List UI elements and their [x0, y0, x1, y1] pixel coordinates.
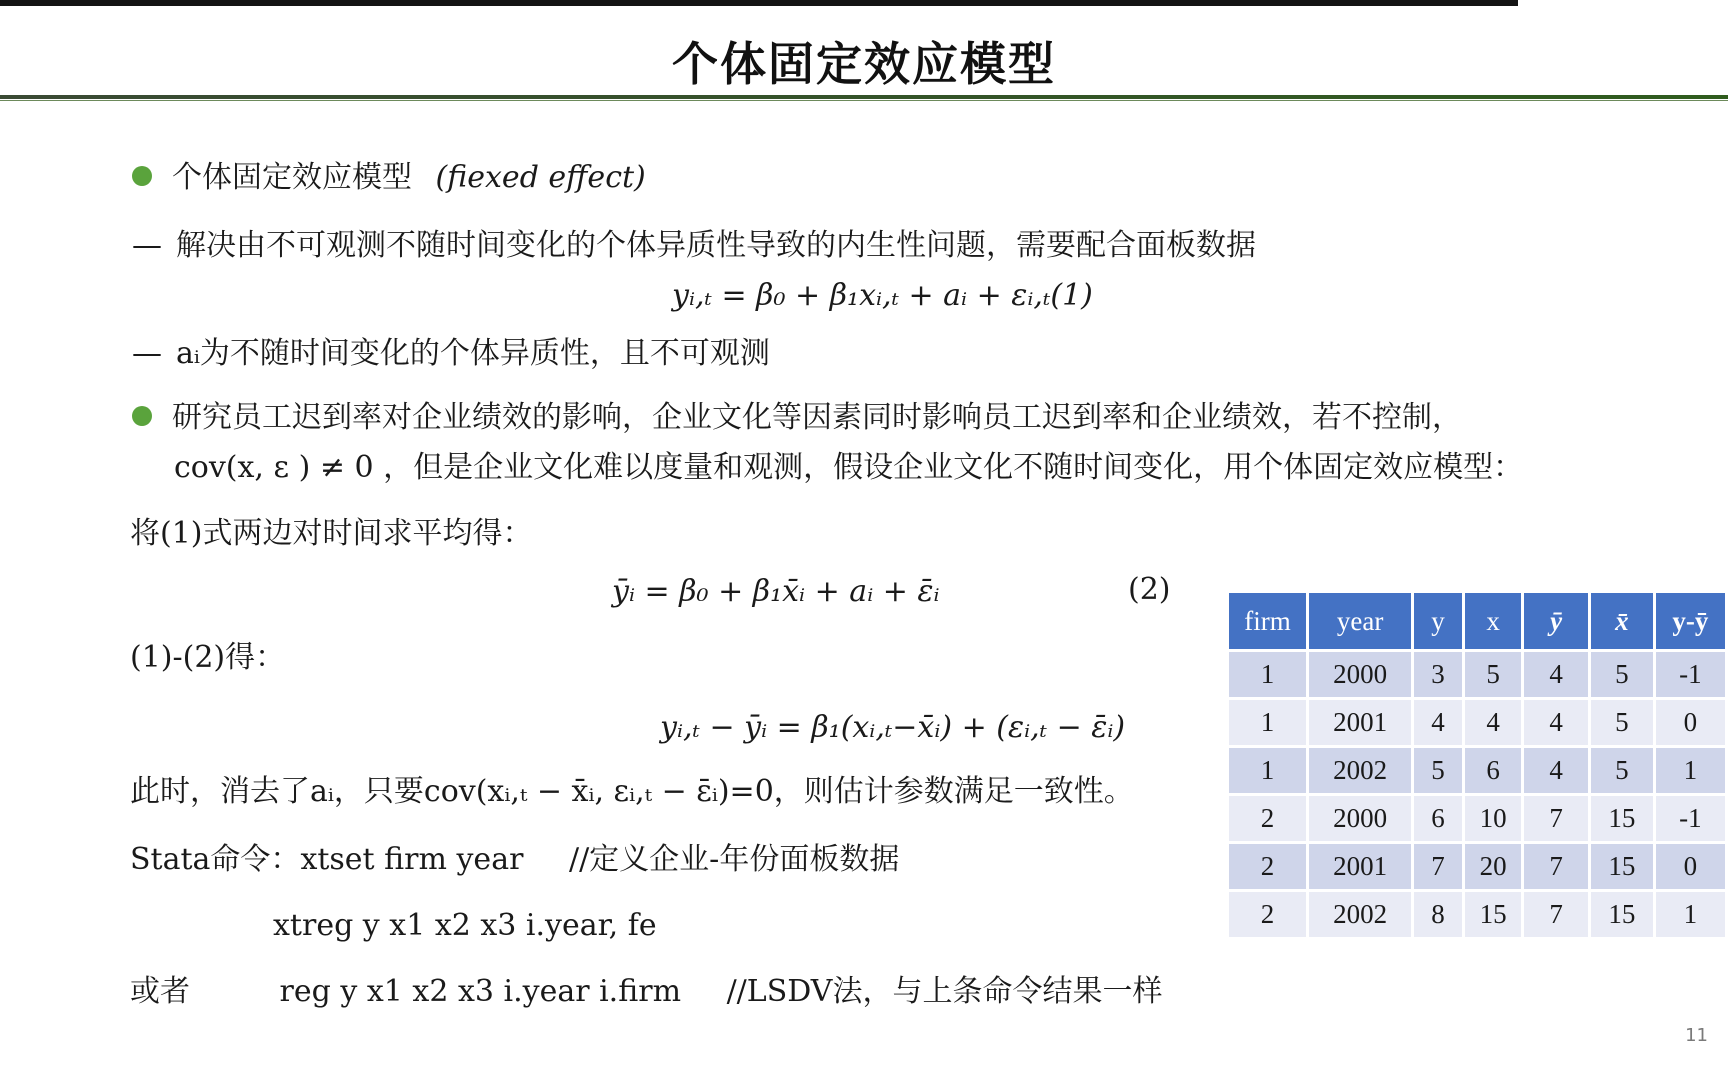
header-y: y [1414, 593, 1462, 649]
equation-2-number: (2) [1128, 572, 1171, 607]
cell-x-bar: 5 [1591, 700, 1653, 745]
bullet2-line2: cov(x, ε ) ≠ 0 ，但是企业文化难以度量和观测，假设企业文化不随时间变化，用个体固定效应模型： [174, 450, 1524, 485]
bullet-fixed-effect [132, 160, 646, 196]
cell-y: 8 [1414, 892, 1462, 937]
table-row [1229, 844, 1725, 889]
cell-x: 4 [1465, 700, 1521, 745]
cell-firm: 1 [1229, 700, 1306, 745]
header-y-minus-ybar: y-ȳ [1656, 593, 1725, 649]
panel-data-table [1226, 590, 1728, 940]
dash-icon: — [132, 228, 162, 263]
cell-firm: 1 [1229, 748, 1306, 793]
header-x: x [1465, 593, 1521, 649]
cell-firm: 2 [1229, 796, 1306, 841]
table-row [1229, 892, 1725, 937]
stata-cmd-xtset: xtset firm year [300, 842, 524, 877]
stata-comment-1: //定义企业-年份面板数据 [568, 842, 900, 877]
cell-y-bar: 7 [1524, 844, 1588, 889]
cell-y-bar: 4 [1524, 652, 1588, 697]
cell-y-minus-ybar: 0 [1656, 844, 1725, 889]
equation-2: ȳᵢ = β₀ + β₁x̄ᵢ + aᵢ + ε̄ᵢ [612, 574, 940, 609]
cell-year: 2001 [1309, 844, 1411, 889]
difference-intro: (1)-(2)得： [130, 640, 286, 675]
cell-year: 2001 [1309, 700, 1411, 745]
cell-y-minus-ybar: 1 [1656, 748, 1725, 793]
cell-x: 10 [1465, 796, 1521, 841]
table-row [1229, 652, 1725, 697]
dash1-text: 解决由不可观测不随时间变化的个体异质性导致的内生性问题，需要配合面板数据 [176, 228, 1256, 263]
cell-y-bar: 4 [1524, 700, 1588, 745]
cell-y-bar: 4 [1524, 748, 1588, 793]
dash-item-heterogeneity [132, 336, 770, 372]
cell-y-bar: 7 [1524, 892, 1588, 937]
cell-y: 7 [1414, 844, 1462, 889]
title-rule [0, 95, 1728, 99]
cell-y: 6 [1414, 796, 1462, 841]
stata-cmd-reg: reg y x1 x2 x3 i.year i.firm [279, 974, 682, 1009]
or-label: 或者 [130, 974, 190, 1009]
header-y-bar: ȳ [1524, 593, 1588, 649]
dash-item-endogeneity [132, 228, 1256, 264]
cell-y-bar: 7 [1524, 796, 1588, 841]
slide-title: 个体固定效应模型 [672, 37, 1056, 91]
table-row [1229, 796, 1725, 841]
average-intro: 将(1)式两边对时间求平均得： [130, 516, 533, 551]
cell-x: 5 [1465, 652, 1521, 697]
cell-firm: 2 [1229, 892, 1306, 937]
equation-1: yᵢ,ₜ = β₀ + β₁xᵢ,ₜ + aᵢ + εᵢ,ₜ(1) [672, 278, 1093, 313]
bullet-dot-icon [132, 166, 152, 186]
dash-icon: — [132, 336, 162, 371]
bullet1-zh: 个体固定效应模型 [172, 160, 412, 195]
bullet-dot-icon [132, 406, 152, 426]
cell-y: 4 [1414, 700, 1462, 745]
stata-comment-3: //LSDV法，与上条命令结果一样 [726, 974, 1163, 1009]
cell-y: 5 [1414, 748, 1462, 793]
cell-x-bar: 5 [1591, 748, 1653, 793]
header-firm: firm [1229, 593, 1306, 649]
title-rule-thin [0, 100, 1728, 101]
cell-x-bar: 15 [1591, 796, 1653, 841]
cell-year: 2002 [1309, 892, 1411, 937]
cell-x-bar: 15 [1591, 892, 1653, 937]
cell-year: 2002 [1309, 748, 1411, 793]
cell-y-minus-ybar: 1 [1656, 892, 1725, 937]
top-bar [0, 0, 1518, 6]
table-header-row [1229, 593, 1725, 649]
cell-y-minus-ybar: 0 [1656, 700, 1725, 745]
table-row [1229, 748, 1725, 793]
cell-x: 20 [1465, 844, 1521, 889]
cell-firm: 1 [1229, 652, 1306, 697]
bullet-example [132, 400, 1462, 436]
page-number: 11 [1685, 1025, 1708, 1046]
bullet2-line1: 研究员工迟到率对企业绩效的影响，企业文化等因素同时影响员工迟到率和企业绩效，若不控制， [172, 400, 1462, 435]
table-row [1229, 700, 1725, 745]
cell-y: 3 [1414, 652, 1462, 697]
panel-data-table-container [1226, 590, 1728, 946]
stata-line-3 [130, 974, 1162, 1010]
cell-x: 15 [1465, 892, 1521, 937]
cell-year: 2000 [1309, 796, 1411, 841]
cell-y-minus-ybar: -1 [1656, 652, 1725, 697]
cell-y-minus-ybar: -1 [1656, 796, 1725, 841]
header-year: year [1309, 593, 1411, 649]
equation-3: yᵢ,ₜ − ȳᵢ = β₁(xᵢ,ₜ−x̄ᵢ) + (εᵢ,ₜ − ε̄ᵢ) [660, 710, 1126, 745]
cell-x: 6 [1465, 748, 1521, 793]
cell-year: 2000 [1309, 652, 1411, 697]
cell-firm: 2 [1229, 844, 1306, 889]
bullet1-en: (fiexed effect) [435, 160, 646, 195]
consistency-note: 此时，消去了aᵢ，只要cov(xᵢ,ₜ − x̄ᵢ, εᵢ,ₜ − ε̄ᵢ)=0，则估计参数满足一致性。 [130, 774, 1134, 809]
dash2-text: aᵢ为不随时间变化的个体异质性，且不可观测 [176, 336, 770, 371]
cell-x-bar: 5 [1591, 652, 1653, 697]
stata-line-1 [130, 842, 899, 878]
header-x-bar: x̄ [1591, 593, 1653, 649]
stata-label: Stata命令： [130, 842, 301, 877]
cell-x-bar: 15 [1591, 844, 1653, 889]
stata-cmd-xtreg: xtreg y x1 x2 x3 i.year, fe [273, 908, 657, 943]
